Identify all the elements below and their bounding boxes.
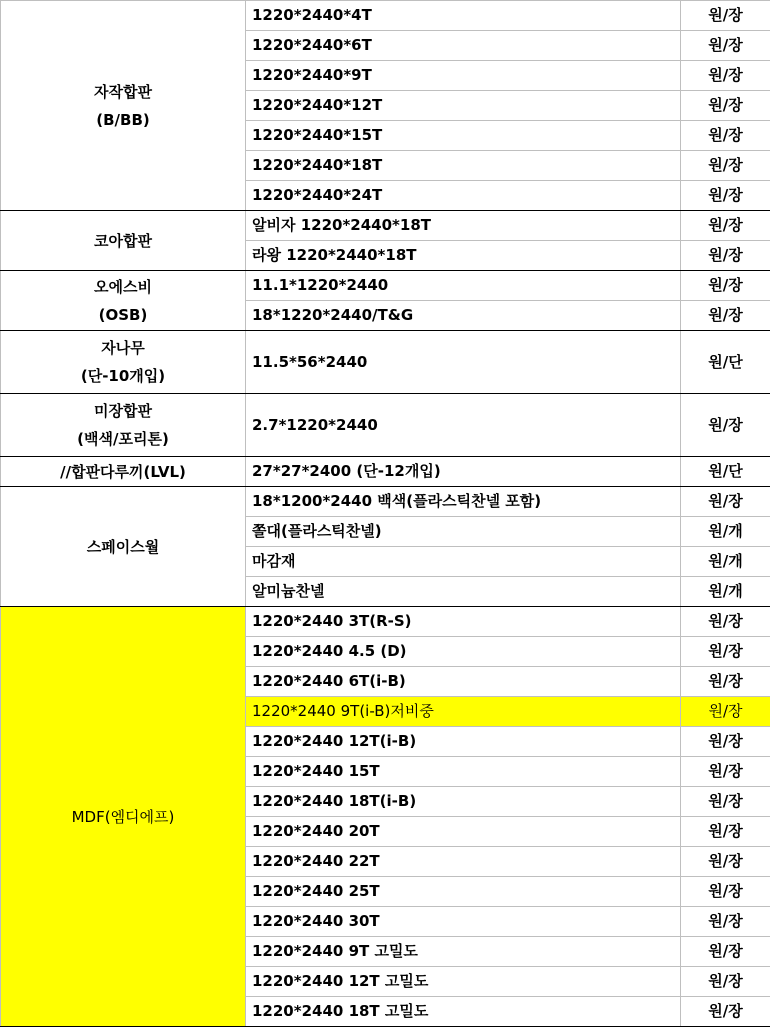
- category-cell[interactable]: [1, 607, 246, 1027]
- spec-cell[interactable]: 알미늄찬넬: [246, 577, 681, 607]
- unit-cell[interactable]: 원/장: [681, 31, 770, 61]
- spec-cell[interactable]: 1220*2440 25T: [246, 877, 681, 907]
- spec-cell[interactable]: 1220*2440*6T: [246, 31, 681, 61]
- unit-cell[interactable]: 원/장: [681, 211, 770, 241]
- unit-cell[interactable]: 원/장: [681, 394, 770, 457]
- table-row: [1, 457, 770, 487]
- unit-cell[interactable]: 원/단: [681, 457, 770, 487]
- category-cell[interactable]: [1, 271, 246, 331]
- unit-cell[interactable]: 원/장: [681, 997, 770, 1027]
- spec-cell[interactable]: 마감재: [246, 547, 681, 577]
- spec-cell[interactable]: 1220*2440*4T: [246, 1, 681, 31]
- sheet-body: [1, 1, 770, 1027]
- table-row: [1, 487, 770, 517]
- spec-cell[interactable]: 1220*2440 18T(i-B): [246, 787, 681, 817]
- spec-cell[interactable]: 쫄대(플라스틱찬넬): [246, 517, 681, 547]
- spec-cell[interactable]: 1220*2440 12T 고밀도: [246, 967, 681, 997]
- unit-cell[interactable]: 원/장: [681, 91, 770, 121]
- spec-cell[interactable]: 1220*2440*9T: [246, 61, 681, 91]
- category-cell[interactable]: [1, 394, 246, 457]
- spec-cell[interactable]: 1220*2440 15T: [246, 757, 681, 787]
- category-label: 자나무: [101, 339, 145, 357]
- unit-cell[interactable]: 원/장: [681, 727, 770, 757]
- spec-cell[interactable]: 알비자 1220*2440*18T: [246, 211, 681, 241]
- unit-cell[interactable]: 원/장: [681, 301, 770, 331]
- spec-cell[interactable]: 1220*2440 20T: [246, 817, 681, 847]
- spec-cell[interactable]: 1220*2440 22T: [246, 847, 681, 877]
- unit-cell[interactable]: 원/장: [681, 937, 770, 967]
- category-label: 코아합판: [94, 231, 152, 250]
- table-row: [1, 394, 770, 457]
- unit-cell[interactable]: 원/장: [681, 637, 770, 667]
- spec-cell[interactable]: 11.5*56*2440: [246, 331, 681, 394]
- unit-cell[interactable]: 원/장: [681, 271, 770, 301]
- unit-cell[interactable]: 원/장: [681, 667, 770, 697]
- table-row: [1, 331, 770, 394]
- unit-cell[interactable]: 원/장: [681, 877, 770, 907]
- unit-cell[interactable]: 원/개: [681, 577, 770, 607]
- unit-cell[interactable]: 원/장: [681, 1, 770, 31]
- table-row: [1, 1, 770, 31]
- spec-cell[interactable]: 1220*2440*15T: [246, 121, 681, 151]
- unit-cell[interactable]: 원/장: [681, 817, 770, 847]
- category-cell[interactable]: [1, 331, 246, 394]
- category-cell[interactable]: [1, 457, 246, 487]
- category-label: MDF(엠디에프): [71, 807, 175, 826]
- category-label: (단-10개입): [80, 367, 166, 385]
- unit-cell[interactable]: 원/장: [681, 487, 770, 517]
- spec-cell[interactable]: 1220*2440 6T(i-B): [246, 667, 681, 697]
- unit-cell[interactable]: 원/장: [681, 967, 770, 997]
- unit-cell[interactable]: 원/장: [681, 697, 770, 727]
- category-label: (백색/포리톤): [77, 430, 169, 448]
- spec-cell[interactable]: 1220*2440 9T(i-B)저비중: [246, 697, 681, 727]
- spec-cell[interactable]: 1220*2440 3T(R-S): [246, 607, 681, 637]
- spec-cell[interactable]: 18*1220*2440/T&G: [246, 301, 681, 331]
- unit-cell[interactable]: 원/장: [681, 787, 770, 817]
- category-label: 오에스비: [94, 277, 152, 296]
- category-cell[interactable]: [1, 211, 246, 271]
- unit-cell[interactable]: 원/장: [681, 847, 770, 877]
- category-label: 자작합판: [94, 82, 152, 101]
- spec-cell[interactable]: 18*1200*2440 백색(플라스틱찬넬 포함): [246, 487, 681, 517]
- spec-cell[interactable]: 11.1*1220*2440: [246, 271, 681, 301]
- unit-cell[interactable]: 원/장: [681, 121, 770, 151]
- category-label: 스페이스월: [86, 537, 160, 556]
- category-label: //합판다루끼(LVL): [60, 462, 186, 481]
- category-label: 미장합판: [94, 402, 152, 420]
- spec-cell[interactable]: 1220*2440 4.5 (D): [246, 637, 681, 667]
- unit-cell[interactable]: 원/장: [681, 61, 770, 91]
- unit-cell[interactable]: 원/장: [681, 607, 770, 637]
- unit-cell[interactable]: 원/단: [681, 331, 770, 394]
- category-label: (B/BB): [96, 110, 150, 129]
- table-row: [1, 271, 770, 301]
- unit-cell[interactable]: 원/장: [681, 181, 770, 211]
- spec-cell[interactable]: 27*27*2400 (단-12개입): [246, 457, 681, 487]
- spec-cell[interactable]: 1220*2440 9T 고밀도: [246, 937, 681, 967]
- unit-cell[interactable]: 원/장: [681, 151, 770, 181]
- table-row: [1, 211, 770, 241]
- spec-cell[interactable]: 1220*2440*24T: [246, 181, 681, 211]
- table-row: [1, 607, 770, 637]
- spec-cell[interactable]: 라왕 1220*2440*18T: [246, 241, 681, 271]
- spec-cell[interactable]: 1220*2440 30T: [246, 907, 681, 937]
- category-label: (OSB): [98, 305, 148, 324]
- unit-cell[interactable]: 원/개: [681, 517, 770, 547]
- unit-cell[interactable]: 원/장: [681, 907, 770, 937]
- spec-cell[interactable]: 1220*2440 12T(i-B): [246, 727, 681, 757]
- unit-cell[interactable]: 원/장: [681, 241, 770, 271]
- category-cell[interactable]: [1, 487, 246, 607]
- unit-cell[interactable]: 원/장: [681, 757, 770, 787]
- spec-cell[interactable]: 1220*2440 18T 고밀도: [246, 997, 681, 1027]
- category-cell[interactable]: [1, 1, 246, 211]
- spec-cell[interactable]: 1220*2440*12T: [246, 91, 681, 121]
- spec-cell[interactable]: 2.7*1220*2440: [246, 394, 681, 457]
- spec-cell[interactable]: 1220*2440*18T: [246, 151, 681, 181]
- unit-cell[interactable]: 원/개: [681, 547, 770, 577]
